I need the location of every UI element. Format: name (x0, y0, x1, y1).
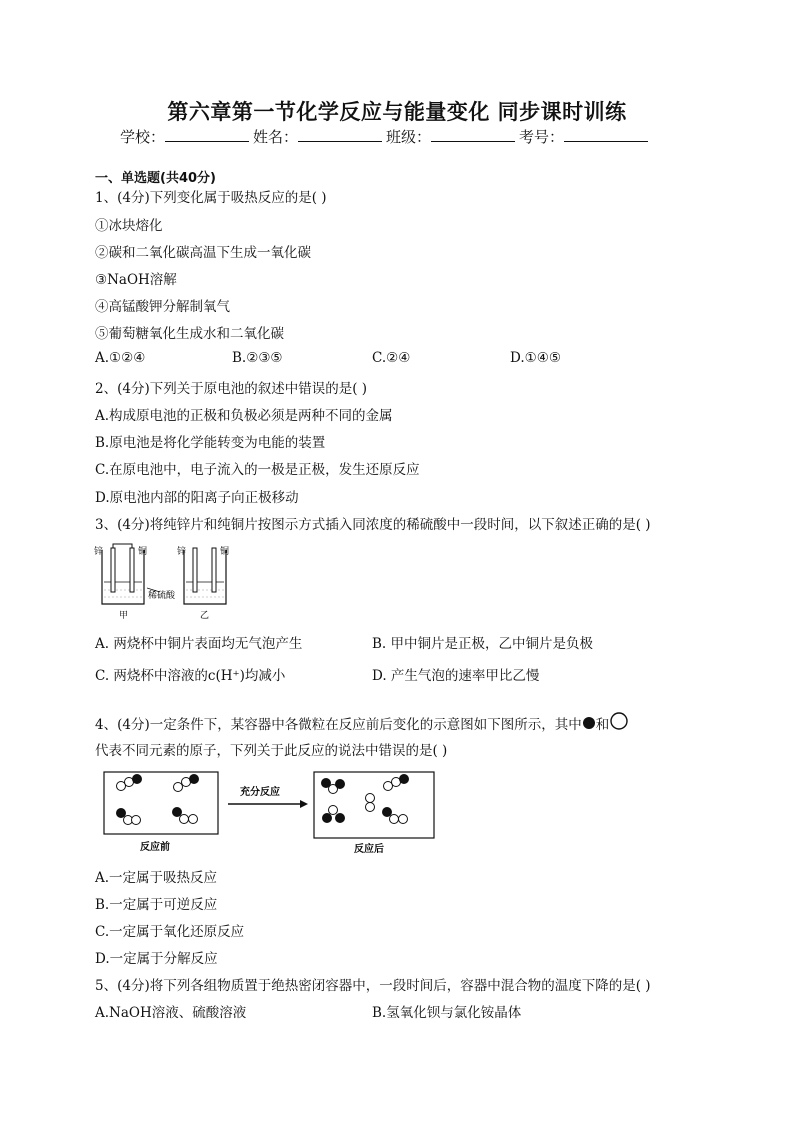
q3-option-a[interactable]: A. 两烧杯中铜片表面均无气泡产生 (95, 636, 303, 652)
school-label: 学校： (120, 128, 166, 146)
white-atom-icon (609, 711, 629, 731)
q3-option-c[interactable]: C. 两烧杯中溶液的c(H⁺)均减小 (95, 668, 286, 684)
name-label: 姓名： (253, 128, 299, 146)
exam-no-blank[interactable] (564, 125, 648, 142)
q4-option-c[interactable]: C.一定属于氧化还原反应 (95, 924, 245, 940)
q4-option-b[interactable]: B.一定属于可逆反应 (95, 897, 218, 913)
beaker-diagram (92, 542, 242, 622)
student-info-line (120, 125, 652, 147)
q1-item-3: ③NaOH溶解 (95, 272, 177, 288)
school-blank[interactable] (165, 125, 249, 142)
q1-item-2: ②碳和二氧化碳高温下生成一氧化碳 (95, 245, 311, 261)
q5-option-b[interactable]: B.氢氧化钡与氯化铵晶体 (372, 1005, 522, 1021)
q4-option-d[interactable]: D.一定属于分解反应 (95, 951, 218, 967)
q1-stem: 1、(4分)下列变化属于吸热反应的是( ) (95, 190, 327, 206)
before-label: 反应前 (140, 842, 170, 853)
q4-stem-line1 (95, 711, 629, 733)
zinc-label-jia: 锌 (94, 547, 104, 557)
q2-option-c[interactable]: C.在原电池中，电子流入的一极是正极，发生还原反应 (95, 462, 420, 478)
q1-option-d[interactable]: D.①④⑤ (510, 350, 561, 366)
class-label: 班级： (386, 128, 432, 146)
zinc-label-yi: 锌 (177, 547, 187, 557)
q3-option-b[interactable]: B. 甲中铜片是正极，乙中铜片是负极 (372, 636, 594, 652)
q1-item-1: ①冰块熔化 (95, 218, 163, 234)
yi-label: 乙 (200, 611, 210, 621)
copper-label-yi: 铜 (220, 547, 230, 557)
exam-no-label: 考号： (519, 128, 565, 146)
class-blank[interactable] (431, 125, 515, 142)
black-atom-icon (582, 716, 596, 730)
q4-stem-part1: 4、(4分)一定条件下，某容器中各微粒在反应前后变化的示意图如下图所示，其中 (95, 717, 582, 733)
q1-item-5: ⑤葡萄糖氧化生成水和二氧化碳 (95, 326, 284, 342)
q1-option-c[interactable]: C.②④ (372, 350, 411, 366)
acid-label: 稀硫酸 (148, 591, 176, 601)
q1-option-b[interactable]: B.②③⑤ (232, 350, 283, 366)
q2-option-d[interactable]: D.原电池内部的阳离子向正极移动 (95, 490, 299, 506)
copper-label-jia: 铜 (138, 547, 148, 557)
q4-stem-and: 和 (595, 717, 610, 733)
name-blank[interactable] (298, 125, 382, 142)
q4-stem-part2: 代表不同元素的原子，下列关于此反应的说法中错误的是( ) (95, 743, 448, 759)
q2-option-b[interactable]: B.原电池是将化学能转变为电能的装置 (95, 435, 326, 451)
q2-stem: 2、(4分)下列关于原电池的叙述中错误的是( ) (95, 381, 368, 397)
q1-option-a[interactable]: A.①②④ (95, 350, 146, 366)
q1-item-4: ④高锰酸钾分解制氧气 (95, 299, 230, 315)
after-label: 反应后 (354, 844, 384, 854)
section-title: 一、单选题(共40分) (95, 171, 216, 186)
q5-stem: 5、(4分)将下列各组物质置于绝热密闭容器中，一段时间后，容器中混合物的温度下降的是( ) (95, 978, 651, 994)
reaction-diagram (100, 768, 440, 854)
q2-option-a[interactable]: A.构成原电池的正极和负极必须是两种不同的金属 (95, 408, 393, 424)
q3-stem: 3、(4分)将纯锌片和纯铜片按图示方式插入同浓度的稀硫酸中一段时间，以下叙述正确的是( ) (95, 517, 651, 533)
arrow-label: 充分反应 (240, 787, 280, 798)
page-title: 第六章第一节化学反应与能量变化 同步课时训练 (167, 99, 627, 124)
q4-option-a[interactable]: A.一定属于吸热反应 (95, 870, 218, 886)
q3-option-d[interactable]: D. 产生气泡的速率甲比乙慢 (372, 668, 540, 684)
jia-label: 甲 (119, 611, 129, 621)
q5-option-a[interactable]: A.NaOH溶液、硫酸溶液 (95, 1005, 247, 1021)
